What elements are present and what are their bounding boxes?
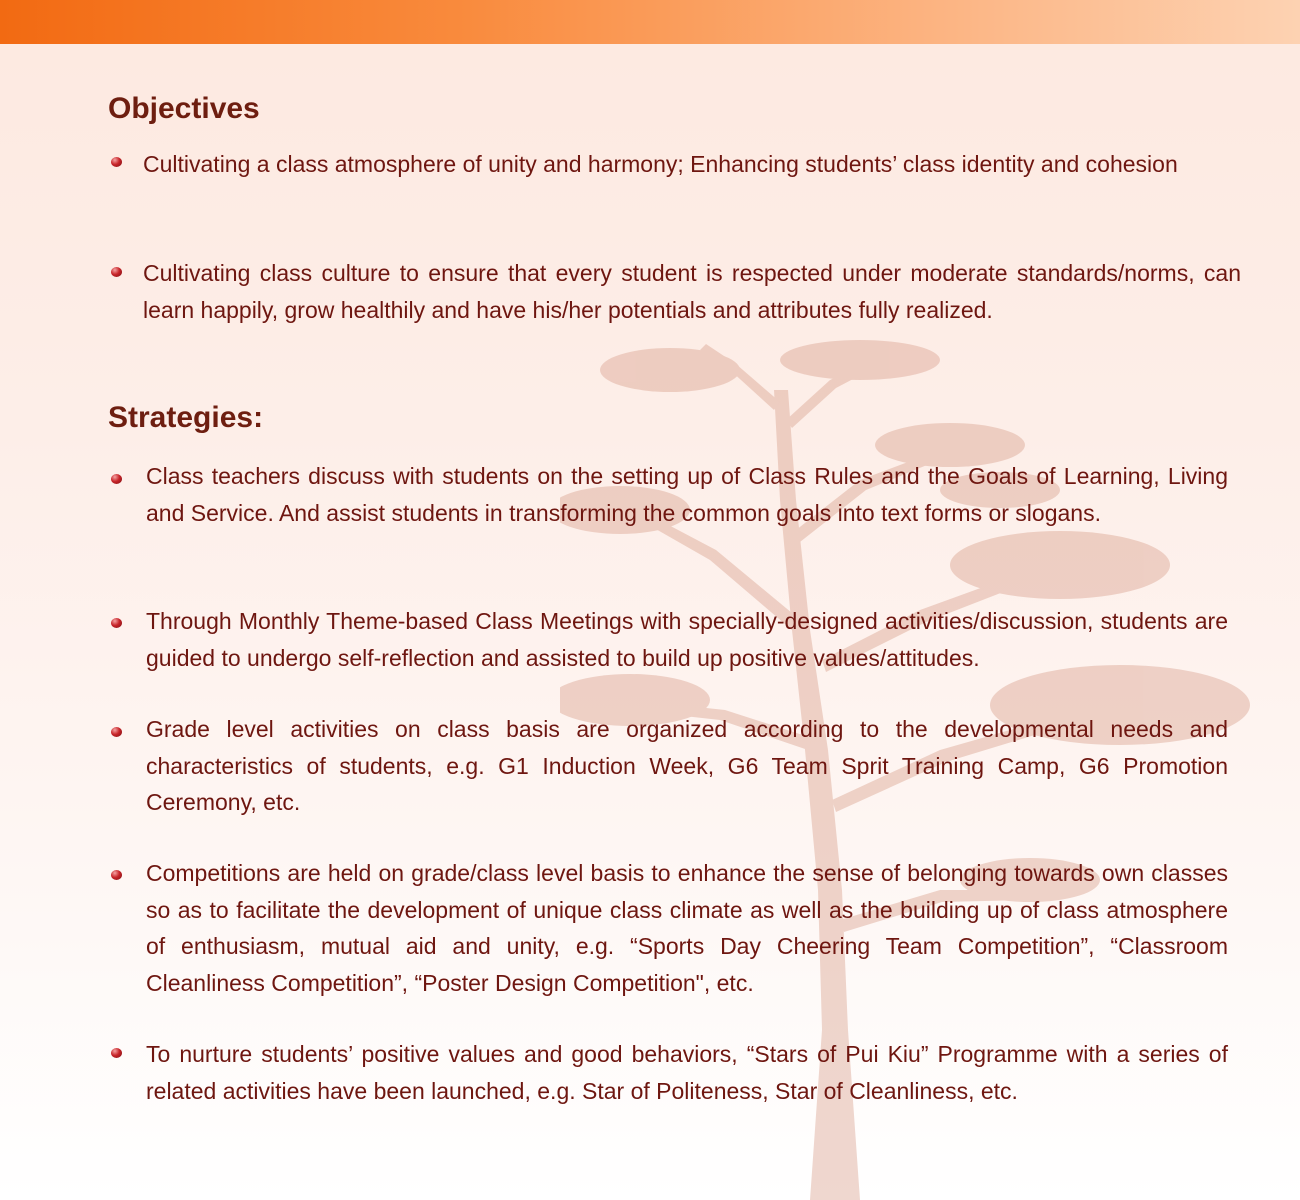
strategy-text: Through Monthly Theme-based Class Meetings with specially-designed activities/discussion, students are guided to undergo self-reflection and assisted to build up positive values/attitudes.: [146, 608, 1228, 671]
bullet-icon: [111, 474, 122, 484]
strategies-heading: Strategies:: [108, 401, 264, 434]
objective-text: Cultivating class culture to ensure that every student is respected under moderate standards/norms, can learn happily, grow healthily and have his/her potentials and attributes fully realized.: [143, 260, 1241, 323]
strategy-text: Grade level activities on class basis are organized according to the developmental needs and characteristics of students, e.g. G1 Induction Week, G6 Team Sprit Training Camp, G6 Promotion Ceremony, etc.: [146, 716, 1228, 815]
strategy-text: Class teachers discuss with students on the setting up of Class Rules and the Goals of Learning, Living and Service. And assist students in transforming the common goals into text forms or slogans.: [146, 463, 1228, 526]
objectives-heading: Objectives: [108, 92, 260, 125]
bullet-icon: [111, 727, 122, 737]
top-banner: [0, 0, 1300, 44]
bullet-icon: [111, 267, 122, 277]
bullet-icon: [111, 1048, 122, 1058]
bullet-icon: [111, 157, 122, 167]
strategy-text: To nurture students’ positive values and good behaviors, “Stars of Pui Kiu” Programme with a series of related activities have been launched, e.g. Star of Politeness, Star of Cleanliness, etc.: [146, 1041, 1228, 1104]
bullet-icon: [111, 618, 122, 628]
bullet-icon: [111, 870, 122, 880]
objective-text: Cultivating a class atmosphere of unity and harmony; Enhancing students’ class identity and cohesion: [143, 151, 1178, 177]
strategy-text: Competitions are held on grade/class level basis to enhance the sense of belonging towards own classes so as to facilitate the development of unique class climate as well as the building up of class atmosphere of enthusiasm, mutual aid and unity, e.g. “Sports Day Cheering Team Competition”, “Classroom Cleanliness Competition”, “Poster Design Competition", etc.: [146, 860, 1228, 996]
